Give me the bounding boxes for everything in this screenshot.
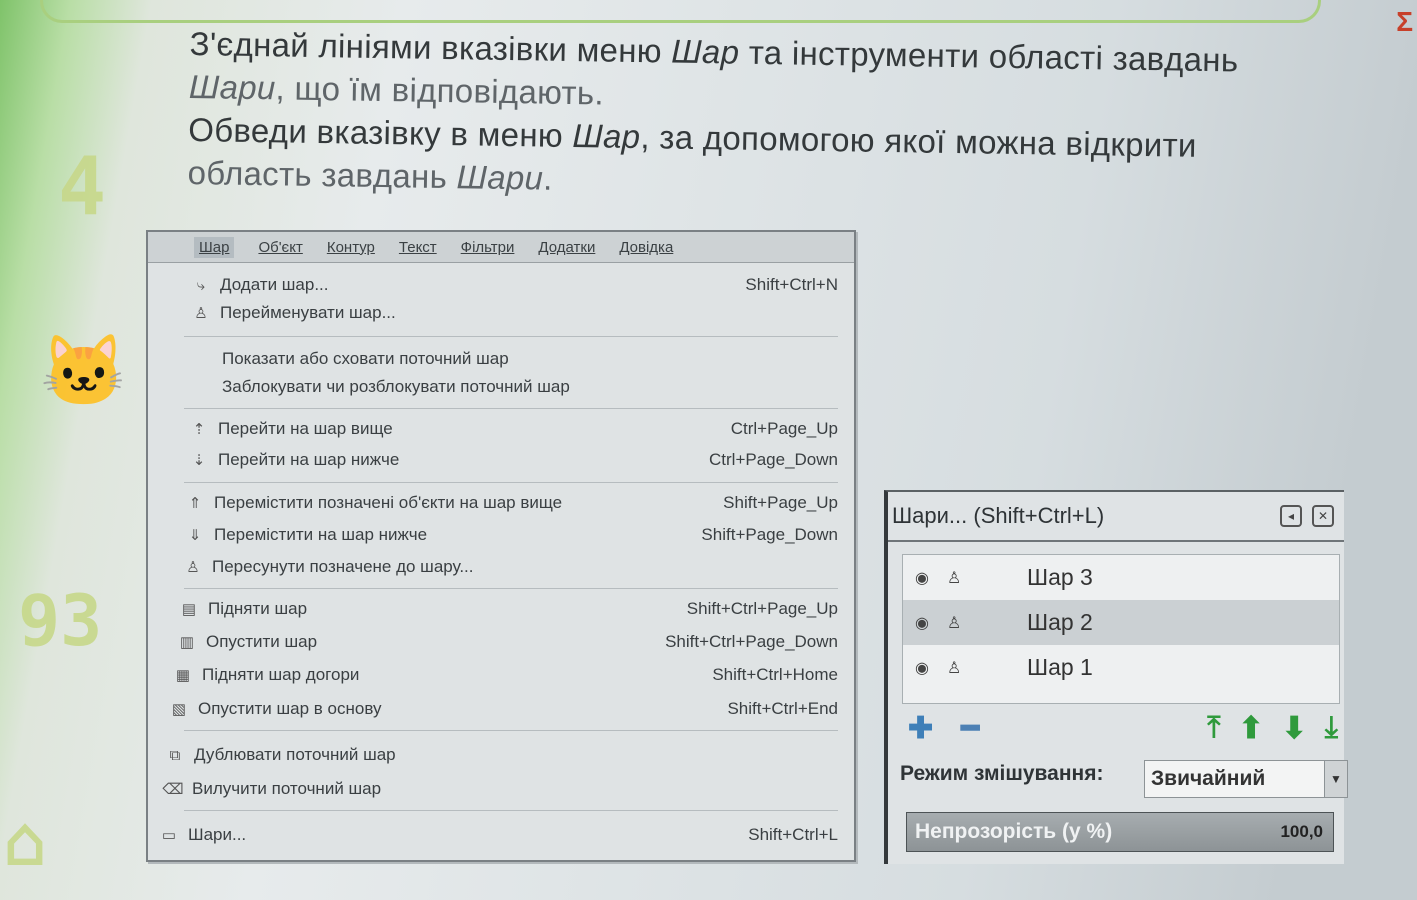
menu-item-label: Перемістити позначені об'єкти на шар вище <box>214 493 563 512</box>
layer-bottom-icon: ▧ <box>171 701 187 718</box>
menu-item-shortcut: Shift+Ctrl+L <box>748 825 838 844</box>
lower-layer-icon: ▥ <box>179 634 195 651</box>
menu-item-delete-layer[interactable] <box>162 774 838 804</box>
layer-top-icon: ▦ <box>175 667 191 684</box>
add-layer-icon[interactable]: ✚ <box>908 711 934 745</box>
corner-mark: Σ <box>1396 6 1413 37</box>
menu-separator <box>184 810 838 811</box>
menu-item-move-to-layer-above[interactable] <box>184 488 838 518</box>
menu-item-label: Пересунути позначене до шару... <box>212 557 474 576</box>
add-layer-icon: ⤷ <box>196 276 206 294</box>
decor-house: ⌂ <box>4 800 47 882</box>
task-line1-b: та інструменти області завдань <box>738 33 1239 79</box>
menu-item-label: Підняти шар <box>208 599 308 618</box>
menu-item-shortcut: Shift+Ctrl+Home <box>712 665 838 684</box>
menu-item-layers-dialog[interactable] <box>158 820 838 850</box>
menu-item-shortcut: Shift+Ctrl+Page_Down <box>665 632 838 651</box>
layers-panel-title: Шари... (Shift+Ctrl+L) <box>892 503 1105 528</box>
layer-name: Шар 2 <box>1027 609 1093 635</box>
task-line3-b: , за допомогою якої можна відкрити <box>640 118 1198 164</box>
task-line3-menu: Шар <box>572 117 641 156</box>
layer-name: Шар 1 <box>1027 654 1093 680</box>
eye-icon[interactable]: ◉ <box>915 659 929 677</box>
decor-number-93: 93 <box>18 580 103 662</box>
menubar-item-path[interactable]: Контур <box>326 238 375 256</box>
task-line2-b: , що їм відповідають. <box>275 69 605 112</box>
opacity-label: Непрозорість (у %) <box>915 820 1113 843</box>
lock-icon[interactable]: ♙ <box>947 569 962 587</box>
layer-name: Шар 3 <box>1027 564 1093 590</box>
task-line4-area: Шари <box>456 158 544 197</box>
menu-separator <box>184 588 838 589</box>
menu-item-rename-layer[interactable] <box>190 298 838 328</box>
menubar-item-layer[interactable]: Шар <box>194 237 234 258</box>
layer-to-top-icon[interactable]: ⤒ <box>1207 711 1221 744</box>
menu-item-label: Перемістити на шар нижче <box>214 525 428 544</box>
decor-number-4: 4 <box>58 140 107 233</box>
menu-item-label: Підняти шар догори <box>202 665 360 684</box>
task-line4-b: . <box>542 159 553 197</box>
menu-item-label: Дублювати поточний шар <box>194 745 396 764</box>
menu-item-toggle-lock[interactable] <box>192 372 838 402</box>
menu-item-layer-to-bottom[interactable] <box>168 694 838 724</box>
menu-item-shortcut: Ctrl+Page_Down <box>709 450 838 469</box>
layers-list <box>902 554 1340 704</box>
opacity-slider[interactable] <box>906 812 1334 852</box>
blend-mode-label: Режим змішування: <box>900 762 1104 785</box>
menu-item-layer-to-top[interactable] <box>172 660 838 690</box>
decor-cat: 🐱 <box>40 330 128 412</box>
layer-row-2[interactable] <box>903 600 1339 645</box>
menu-item-shortcut: Shift+Ctrl+Page_Up <box>686 599 838 618</box>
menubar-item-extensions[interactable]: Додатки <box>538 238 596 256</box>
layer-up-icon: ⇡ <box>192 421 206 438</box>
task-line3-a: Обведи вказівку в меню <box>188 110 573 155</box>
layers-toolbar <box>908 706 1338 750</box>
menubar-item-text[interactable]: Текст <box>398 238 437 256</box>
menu-item-shortcut: Shift+Ctrl+End <box>727 699 838 718</box>
layers-panel <box>884 490 1344 864</box>
move-down-icon: ⇓ <box>188 527 202 544</box>
layers-panel-header <box>888 492 1344 542</box>
menu-item-label: Перейти на шар вище <box>218 419 393 438</box>
menubar-item-filters[interactable]: Фільтри <box>460 238 515 256</box>
menu-item-label: Опустити шар в основу <box>198 699 382 718</box>
close-icon[interactable]: ✕ <box>1312 505 1334 527</box>
layer-menu <box>146 230 856 862</box>
menubar-item-object[interactable]: Об'єкт <box>258 238 303 256</box>
layer-down-icon: ⇣ <box>192 452 206 469</box>
menubar <box>148 232 854 263</box>
menu-separator <box>184 482 838 483</box>
raise-layer-icon[interactable]: ⬆ <box>1238 711 1264 745</box>
menu-item-shortcut: Ctrl+Page_Up <box>730 419 838 438</box>
menu-item-label: Додати шар... <box>220 275 329 294</box>
menu-item-raise-layer[interactable] <box>178 594 838 624</box>
lock-icon[interactable]: ♙ <box>947 659 962 677</box>
menubar-item-help[interactable]: Довідка <box>619 238 674 256</box>
menu-item-label: Опустити шар <box>206 632 318 651</box>
eye-icon[interactable]: ◉ <box>915 569 929 587</box>
rename-layer-icon: ♙ <box>194 305 208 322</box>
menu-item-goto-layer-above[interactable] <box>188 414 838 444</box>
page-top-frame <box>40 0 1321 23</box>
duplicate-layer-icon: ⧉ <box>169 746 181 764</box>
collapse-icon[interactable]: ◂ <box>1280 505 1302 527</box>
lower-layer-icon[interactable]: ⬇ <box>1281 711 1307 745</box>
menu-item-label: Заблокувати чи розблокувати поточний шар <box>222 377 570 396</box>
menu-item-shortcut: Shift+Ctrl+N <box>745 275 838 294</box>
menu-separator <box>184 408 838 409</box>
layer-row-3[interactable] <box>903 555 1339 600</box>
menu-item-label: Шари... <box>188 825 247 844</box>
menu-item-move-to-layer[interactable] <box>182 552 838 582</box>
task-line1-a: З'єднай лініями вказівки меню <box>189 24 672 70</box>
menu-item-goto-layer-below[interactable] <box>188 445 838 475</box>
menu-separator <box>184 730 838 731</box>
menu-item-shortcut: Shift+Page_Up <box>723 493 838 512</box>
task-line2-area: Шари <box>188 67 276 107</box>
lock-icon[interactable]: ♙ <box>947 614 962 632</box>
blend-mode-value: Звичайний <box>1151 767 1266 790</box>
menu-item-shortcut: Shift+Page_Down <box>701 525 838 544</box>
delete-layer-icon: ⌫ <box>162 781 184 798</box>
move-up-icon: ⇑ <box>188 495 202 512</box>
layer-row-1[interactable] <box>903 645 1339 690</box>
layers-icon: ▭ <box>161 827 177 844</box>
menu-item-label: Показати або сховати поточний шар <box>222 349 509 368</box>
menu-item-toggle-visibility[interactable] <box>192 344 838 374</box>
menu-item-add-layer[interactable] <box>190 270 838 300</box>
blend-mode-select[interactable] <box>1144 760 1348 798</box>
task-line1-menu: Шар <box>671 32 740 71</box>
menu-item-label: Вилучити поточний шар <box>192 779 382 798</box>
menu-item-label: Перейменувати шар... <box>220 303 396 322</box>
menu-item-lower-layer[interactable] <box>176 627 838 657</box>
move-to-layer-icon: ♙ <box>186 559 200 576</box>
layer-to-bottom-icon[interactable]: ⤓ <box>1324 711 1338 744</box>
task-text <box>187 22 1330 212</box>
opacity-value: 100,0 <box>1280 822 1323 841</box>
remove-layer-icon[interactable]: ━ <box>961 711 980 745</box>
raise-layer-icon: ▤ <box>181 601 197 618</box>
menu-item-duplicate-layer[interactable] <box>164 740 838 770</box>
menu-separator <box>184 336 838 337</box>
task-line4-a: область завдань <box>187 153 457 196</box>
eye-icon[interactable]: ◉ <box>915 614 929 632</box>
chevron-down-icon[interactable]: ▼ <box>1324 761 1347 797</box>
menu-item-move-to-layer-below[interactable] <box>184 520 838 550</box>
menu-item-label: Перейти на шар нижче <box>218 450 400 469</box>
